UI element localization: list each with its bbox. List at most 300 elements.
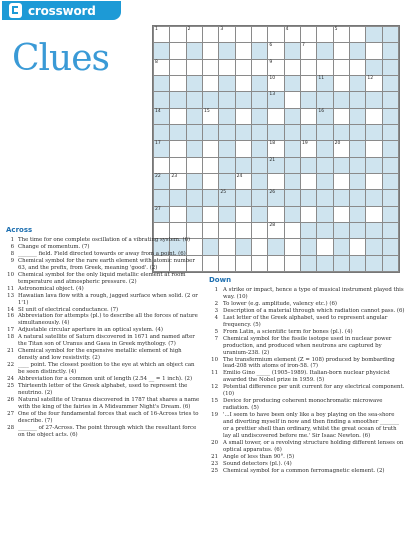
grid-block xyxy=(301,256,316,271)
grid-cell[interactable] xyxy=(170,60,185,75)
grid-cell[interactable] xyxy=(268,109,283,124)
down-clue xyxy=(207,336,405,357)
grid-cell[interactable] xyxy=(285,27,300,42)
clue-number: 25 xyxy=(211,467,218,474)
grid-cell[interactable] xyxy=(285,92,300,107)
grid-cell[interactable] xyxy=(252,27,267,42)
grid-block xyxy=(285,109,300,124)
down-clue xyxy=(207,357,405,371)
clue-text: Emilio Gino _____ (1905–1989). Italian-born nuclear physicist awarded the Nobel prize in 1959. (5) xyxy=(223,370,391,384)
grid-block xyxy=(350,141,365,156)
grid-block xyxy=(301,125,316,140)
grid-cell[interactable] xyxy=(350,27,365,42)
grid-block xyxy=(350,109,365,124)
down-clue xyxy=(207,308,405,315)
grid-cell[interactable] xyxy=(334,27,349,42)
grid-block xyxy=(366,158,381,173)
clue-number: 11 xyxy=(211,370,218,377)
grid-block xyxy=(268,125,283,140)
down-clue xyxy=(207,370,405,384)
grid-block xyxy=(154,43,169,58)
grid-block xyxy=(252,190,267,205)
clue-number: 8 xyxy=(155,59,158,65)
grid-cell[interactable] xyxy=(366,207,381,222)
grid-cell[interactable] xyxy=(285,239,300,254)
across-clue xyxy=(4,237,202,244)
grid-block xyxy=(219,92,234,107)
grid-cell[interactable] xyxy=(301,174,316,189)
grid-block xyxy=(317,43,332,58)
clue-number: 12 xyxy=(367,75,374,81)
clue-number: 1 xyxy=(10,237,14,243)
grid-cell[interactable] xyxy=(170,43,185,58)
grid-block xyxy=(154,141,169,156)
grid-block xyxy=(334,256,349,271)
clue-number: 25 xyxy=(220,190,227,196)
grid-cell[interactable] xyxy=(236,76,251,91)
grid-block xyxy=(334,158,349,173)
grid-block xyxy=(301,223,316,238)
grid-cell[interactable] xyxy=(203,256,218,271)
clue-number: 18 xyxy=(269,141,276,147)
grid-cell[interactable] xyxy=(236,141,251,156)
clue-text: Chemical symbol for a common ferromagnetic element. (2) xyxy=(223,467,385,474)
grid-block xyxy=(366,190,381,205)
clue-text: SI unit of electrical conductance. (7) xyxy=(18,306,119,313)
grid-cell[interactable] xyxy=(350,239,365,254)
grid-block xyxy=(187,174,202,189)
grid-cell[interactable] xyxy=(285,223,300,238)
grid-cell[interactable] xyxy=(268,27,283,42)
clue-number: 24 xyxy=(7,376,14,383)
grid-cell[interactable] xyxy=(268,223,283,238)
grid-cell[interactable] xyxy=(203,174,218,189)
grid-cell[interactable] xyxy=(203,43,218,58)
grid-block xyxy=(154,109,169,124)
grid-block xyxy=(366,223,381,238)
clue-text: Description of a material through which radiation cannot pass. (6) xyxy=(223,307,405,314)
grid-block xyxy=(350,174,365,189)
grid-block xyxy=(236,125,251,140)
across-heading: Across xyxy=(6,226,33,234)
grid-cell[interactable] xyxy=(203,141,218,156)
grid-block xyxy=(285,76,300,91)
grid-cell[interactable] xyxy=(268,76,283,91)
across-clue xyxy=(4,258,202,272)
grid-cell[interactable] xyxy=(317,60,332,75)
grid-cell[interactable] xyxy=(366,76,381,91)
across-clue xyxy=(4,425,202,439)
grid-block xyxy=(285,207,300,222)
grid-cell[interactable] xyxy=(170,76,185,91)
grid-cell[interactable] xyxy=(268,174,283,189)
clue-text: Change of momentum. (7) xyxy=(18,243,90,250)
grid-cell[interactable] xyxy=(219,239,234,254)
clue-number: 2 xyxy=(214,300,218,307)
grid-block xyxy=(187,141,202,156)
grid-cell[interactable] xyxy=(203,223,218,238)
clue-number: 7 xyxy=(214,335,218,342)
grid-cell[interactable] xyxy=(366,174,381,189)
grid-block xyxy=(334,190,349,205)
grid-block xyxy=(236,158,251,173)
grid-block xyxy=(350,43,365,58)
clue-number: 10 xyxy=(7,271,14,278)
grid-cell[interactable] xyxy=(236,109,251,124)
clue-number: 20 xyxy=(334,141,341,147)
clue-number: 17 xyxy=(7,327,14,334)
grid-cell[interactable] xyxy=(219,27,234,42)
grid-cell[interactable] xyxy=(317,27,332,42)
grid-block xyxy=(170,125,185,140)
grid-block xyxy=(383,141,398,156)
crossword-logo-icon xyxy=(9,3,22,18)
grid-cell[interactable] xyxy=(301,207,316,222)
clue-number: 23 xyxy=(171,173,178,179)
grid-block xyxy=(285,174,300,189)
clue-text: Thirteenth letter of the Greek alphabet, used to represent the neutrino. (2) xyxy=(18,383,188,396)
grid-cell[interactable] xyxy=(268,43,283,58)
clue-number: 14 xyxy=(155,108,161,114)
grid-block xyxy=(170,190,185,205)
grid-block xyxy=(268,239,283,254)
clue-number: 9 xyxy=(269,59,273,65)
grid-block xyxy=(301,158,316,173)
grid-cell[interactable] xyxy=(366,141,381,156)
grid-cell[interactable] xyxy=(236,43,251,58)
clue-number: 11 xyxy=(318,75,325,81)
grid-block xyxy=(252,174,267,189)
grid-block xyxy=(350,256,365,271)
grid-block xyxy=(268,92,283,107)
clue-number: 13 xyxy=(7,292,14,299)
grid-block xyxy=(383,256,398,271)
clue-text: Adjustable circular aperture in an optical system. (4) xyxy=(18,327,163,334)
grid-block xyxy=(334,239,349,254)
grid-block xyxy=(187,76,202,91)
grid-block xyxy=(383,239,398,254)
clue-number: 19 xyxy=(301,141,308,147)
grid-block xyxy=(285,158,300,173)
grid-cell[interactable] xyxy=(203,109,218,124)
clue-text: A natural satellite of Saturn discovered in 1671 and named after the Titan son of Uranus and Gaea in Greek mythology. (7) xyxy=(18,334,195,348)
clue-text: The time for one complete oscillation of a vibrating system. (6) xyxy=(18,237,191,243)
clue-number: 27 xyxy=(155,206,161,212)
grid-cell[interactable] xyxy=(301,109,316,124)
clue-number: 23 xyxy=(211,460,218,467)
grid-block xyxy=(252,207,267,222)
grid-cell[interactable] xyxy=(268,256,283,271)
grid-block xyxy=(203,92,218,107)
clue-number: 26 xyxy=(269,190,276,196)
grid-cell[interactable] xyxy=(334,109,349,124)
across-clue xyxy=(4,348,202,362)
grid-block xyxy=(383,43,398,58)
grid-cell[interactable] xyxy=(219,60,234,75)
across-clue xyxy=(4,411,202,425)
grid-block xyxy=(154,190,169,205)
grid-block xyxy=(154,207,169,222)
grid-cell[interactable] xyxy=(301,27,316,42)
grid-cell[interactable] xyxy=(236,60,251,75)
clue-number: 16 xyxy=(7,313,14,320)
clue-text: Potential difference per unit current for any electrical component. (10) xyxy=(223,384,405,398)
grid-block xyxy=(219,190,234,205)
clue-number: 6 xyxy=(10,243,14,250)
grid-cell[interactable] xyxy=(187,60,202,75)
grid-cell[interactable] xyxy=(203,207,218,222)
grid-block xyxy=(219,174,234,189)
grid-cell[interactable] xyxy=(301,43,316,58)
down-heading: Down xyxy=(209,276,232,284)
grid-block xyxy=(187,125,202,140)
grid-cell[interactable] xyxy=(203,158,218,173)
grid-block xyxy=(154,125,169,140)
clue-number: 1 xyxy=(155,27,158,32)
clue-text: ____ point. The closest position to the eye at which an object can be seen distinctly. (4) xyxy=(18,362,195,376)
grid-cell[interactable] xyxy=(187,158,202,173)
clue-number: 25 xyxy=(7,383,14,390)
grid-block xyxy=(219,109,234,124)
clue-number: 3 xyxy=(214,307,218,314)
down-clue-list xyxy=(207,287,405,475)
clue-number: 21 xyxy=(211,453,218,460)
clue-text: From Latin, a scientific term for bones (pl.). (4) xyxy=(223,328,353,335)
down-clue xyxy=(207,440,405,454)
grid-block xyxy=(383,125,398,140)
clue-number: 14 xyxy=(7,306,14,313)
grid-cell[interactable] xyxy=(334,43,349,58)
page-title: Clues xyxy=(12,38,110,79)
grid-block xyxy=(317,223,332,238)
grid-block xyxy=(268,190,283,205)
clue-number: 13 xyxy=(269,92,276,98)
down-clue xyxy=(207,315,405,329)
grid-block xyxy=(285,141,300,156)
grid-cell[interactable] xyxy=(317,239,332,254)
across-clue xyxy=(4,397,202,411)
grid-block xyxy=(187,92,202,107)
crossword-grid xyxy=(152,25,400,273)
grid-block xyxy=(154,76,169,91)
grid-block xyxy=(236,190,251,205)
clue-text: Last letter of the Greek alphabet, used to represent angular frequency. (5) xyxy=(223,314,388,328)
across-clue xyxy=(4,293,202,307)
grid-block xyxy=(334,125,349,140)
grid-cell[interactable] xyxy=(268,141,283,156)
clue-text: _______ of 27-Across. The point through which the resultant force on the object acts. (6) xyxy=(18,424,197,438)
grid-block xyxy=(334,223,349,238)
grid-cell[interactable] xyxy=(334,174,349,189)
across-clue xyxy=(4,286,202,293)
across-clue xyxy=(4,383,202,397)
grid-cell[interactable] xyxy=(170,174,185,189)
grid-block xyxy=(187,190,202,205)
clue-number: 8 xyxy=(10,250,14,257)
grid-block xyxy=(219,76,234,91)
grid-cell[interactable] xyxy=(236,207,251,222)
grid-block xyxy=(187,109,202,124)
clue-text: A small tower, or a revolving structure holding different lenses on optical apparatus. (6) xyxy=(223,439,404,453)
grid-cell[interactable] xyxy=(236,256,251,271)
down-clue xyxy=(207,384,405,398)
down-clue xyxy=(207,468,405,475)
grid-block xyxy=(383,109,398,124)
clue-number: 16 xyxy=(318,108,325,114)
grid-cell[interactable] xyxy=(203,60,218,75)
grid-cell[interactable] xyxy=(301,141,316,156)
grid-block xyxy=(268,158,283,173)
grid-block xyxy=(203,239,218,254)
grid-block xyxy=(350,92,365,107)
across-clue xyxy=(4,251,202,258)
grid-block xyxy=(252,158,267,173)
grid-block xyxy=(317,141,332,156)
grid-block xyxy=(366,27,381,42)
clue-text: The transfermium element (Z = 108) produced by bombarding lead-208 with atoms of iron-58. (7) xyxy=(223,356,395,370)
grid-cell[interactable] xyxy=(154,27,169,42)
grid-block xyxy=(187,43,202,58)
grid-cell[interactable] xyxy=(170,207,185,222)
grid-block xyxy=(366,256,381,271)
grid-block xyxy=(154,92,169,107)
clue-number: 5 xyxy=(214,328,218,335)
grid-block xyxy=(203,125,218,140)
grid-cell[interactable] xyxy=(334,141,349,156)
grid-block xyxy=(383,158,398,173)
clue-number: 10 xyxy=(211,356,218,363)
clue-number: 21 xyxy=(7,348,14,355)
down-clue xyxy=(207,398,405,412)
grid-block xyxy=(301,92,316,107)
grid-cell[interactable] xyxy=(252,239,267,254)
grid-block xyxy=(154,174,169,189)
grid-cell[interactable] xyxy=(301,76,316,91)
grid-block xyxy=(252,92,267,107)
grid-cell[interactable] xyxy=(154,158,169,173)
clue-number: 22 xyxy=(155,173,161,179)
grid-cell[interactable] xyxy=(236,174,251,189)
clue-number: 20 xyxy=(211,439,218,446)
grid-block xyxy=(219,43,234,58)
clue-text: Device for producing coherent monochromatic microwave radiation. (5) xyxy=(223,398,383,412)
grid-cell[interactable] xyxy=(170,141,185,156)
grid-block xyxy=(350,76,365,91)
grid-cell[interactable] xyxy=(350,60,365,75)
clue-text: Chemical symbol for the rare earth element with atomic number 63, and the prefix, from Greek, meaning 'good'. (2) xyxy=(18,257,195,271)
clue-number: 6 xyxy=(269,43,273,49)
clue-number: 19 xyxy=(211,412,218,419)
crossword-tab xyxy=(2,1,121,20)
clue-number: 28 xyxy=(7,424,14,431)
grid-block xyxy=(219,141,234,156)
grid-cell[interactable] xyxy=(252,256,267,271)
clue-text: Natural satellite of Uranus discovered in 1787 that shares a name with the king of the fairies in A Midsummer Night's Dream. (6) xyxy=(18,396,200,410)
grid-block xyxy=(383,207,398,222)
clue-number: 4 xyxy=(214,314,218,321)
clue-text: Abbreviation for a common unit of length (2.54 __ = 1 inch). (2) xyxy=(18,376,193,383)
grid-block xyxy=(252,125,267,140)
grid-cell[interactable] xyxy=(366,109,381,124)
clue-number: 24 xyxy=(236,173,243,179)
grid-block xyxy=(383,76,398,91)
clue-number: 17 xyxy=(155,141,161,147)
grid-cell[interactable] xyxy=(285,256,300,271)
grid-block xyxy=(383,92,398,107)
grid-cell[interactable] xyxy=(268,60,283,75)
across-clue xyxy=(4,362,202,376)
across-clue xyxy=(4,376,202,383)
grid-cell[interactable] xyxy=(285,60,300,75)
clue-number: 18 xyxy=(7,334,14,341)
grid-cell[interactable] xyxy=(170,27,185,42)
grid-block xyxy=(252,109,267,124)
grid-block xyxy=(383,190,398,205)
grid-block xyxy=(219,207,234,222)
grid-cell[interactable] xyxy=(154,60,169,75)
grid-cell[interactable] xyxy=(334,207,349,222)
grid-block xyxy=(317,76,332,91)
grid-cell[interactable] xyxy=(366,43,381,58)
grid-block xyxy=(187,207,202,222)
across-clue-list xyxy=(4,237,202,439)
grid-block xyxy=(317,158,332,173)
grid-block xyxy=(366,125,381,140)
clue-text: Chemical symbol for the only liquid metallic element at room temperature and atmospheric pressure. (2) xyxy=(18,271,186,285)
down-clue xyxy=(207,329,405,336)
down-clue xyxy=(207,454,405,461)
grid-block xyxy=(219,125,234,140)
grid-block xyxy=(317,190,332,205)
grid-cell[interactable] xyxy=(170,158,185,173)
grid-block xyxy=(366,92,381,107)
grid-block xyxy=(219,158,234,173)
grid-cell[interactable] xyxy=(334,60,349,75)
clue-number: 22 xyxy=(7,362,14,369)
clue-number: 1 xyxy=(214,287,218,293)
clue-text: Hawaiian lava flow with a rough, jagged surface when solid. (2 or 1'1) xyxy=(18,292,198,306)
grid-cell[interactable] xyxy=(268,207,283,222)
clue-number: 9 xyxy=(10,257,14,264)
across-clue xyxy=(4,272,202,286)
clue-text: A strike or impact, hence a type of musical instrument played this way. (10) xyxy=(223,287,404,300)
grid-cell[interactable] xyxy=(219,223,234,238)
grid-cell[interactable] xyxy=(203,76,218,91)
grid-cell[interactable] xyxy=(170,109,185,124)
tab-label: crossword xyxy=(28,3,96,18)
grid-cell[interactable] xyxy=(252,60,267,75)
clue-text: Abbreviation for attempts (pl.) to describe all the forces of nature simultaneously. (4) xyxy=(18,313,198,327)
across-clue xyxy=(4,334,202,348)
grid-cell[interactable] xyxy=(252,223,267,238)
clue-number: 15 xyxy=(203,108,210,114)
clue-number: 15 xyxy=(211,398,218,405)
grid-cell[interactable] xyxy=(187,27,202,42)
grid-cell[interactable] xyxy=(219,256,234,271)
down-clue xyxy=(207,412,405,440)
grid-cell[interactable] xyxy=(203,27,218,42)
grid-cell[interactable] xyxy=(236,27,251,42)
grid-cell[interactable] xyxy=(236,223,251,238)
grid-block xyxy=(203,190,218,205)
clue-number: 2 xyxy=(187,27,191,32)
clue-text: _______ field. Field directed towards or away from a point. (6) xyxy=(18,250,186,257)
grid-block xyxy=(317,92,332,107)
clue-number: 21 xyxy=(269,157,276,163)
grid-cell[interactable] xyxy=(334,76,349,91)
clue-text: One of the four fundamental forces that each of 16-Across tries to describe. (7) xyxy=(18,410,199,424)
grid-cell[interactable] xyxy=(301,60,316,75)
